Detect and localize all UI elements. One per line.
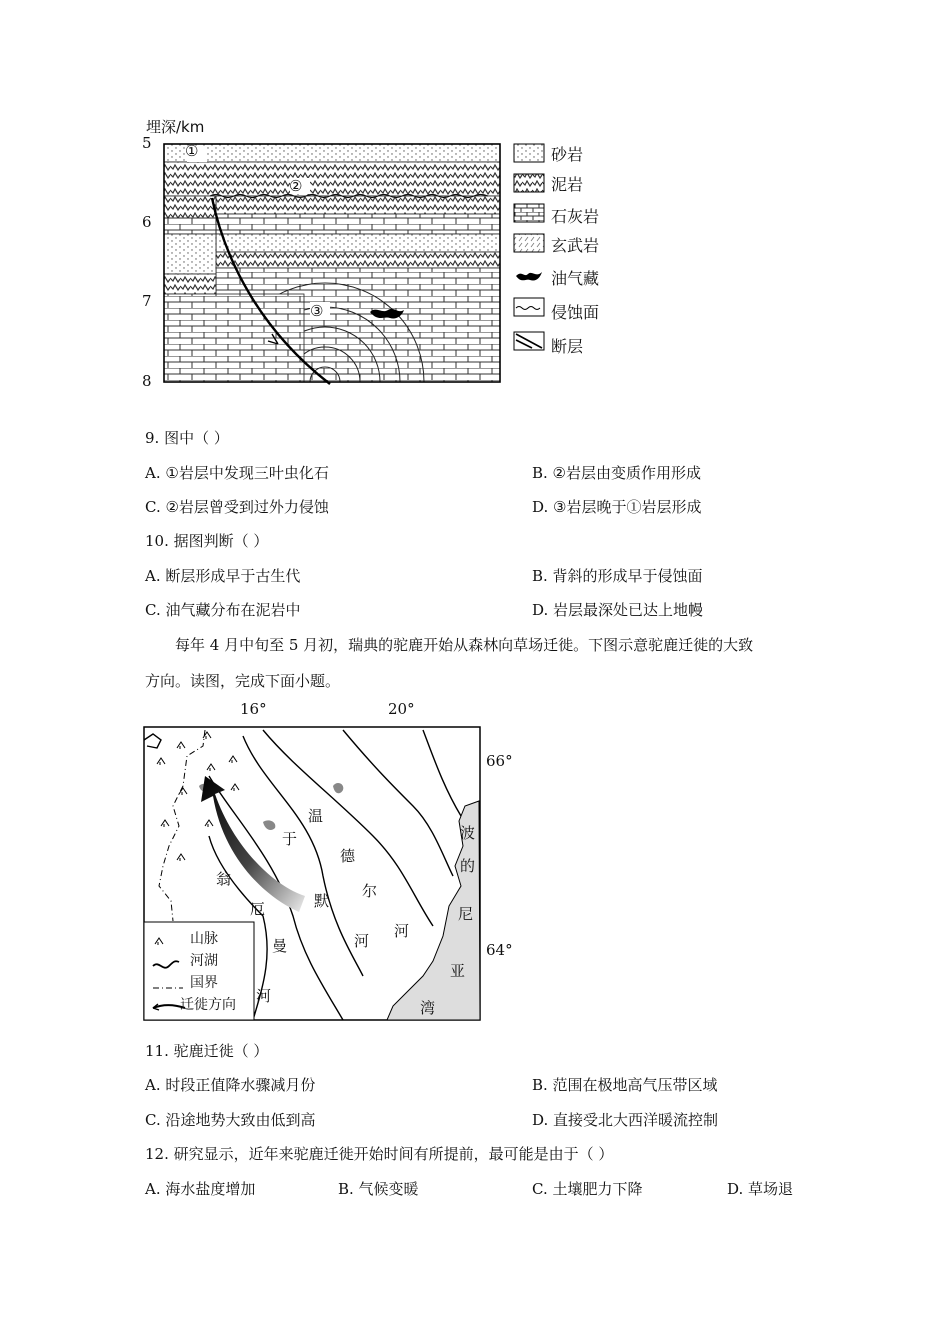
option: C. 土壤肥力下降 [532, 1180, 643, 1198]
map-label: 德 [340, 847, 356, 865]
option: B. 背斜的形成早于侵蚀面 [532, 567, 703, 585]
question-11-stem: 11. 驼鹿迁徙（ ） [145, 1042, 269, 1060]
legend-label: 河湖 [190, 953, 218, 969]
legend-label: 泥岩 [551, 175, 584, 194]
legend-label: 油气藏 [551, 269, 600, 288]
legend-label: 国界 [190, 975, 218, 991]
legend-label: 迁徙方向 [180, 997, 236, 1013]
map-label: 亚 [450, 962, 466, 980]
map-label: 厄 [250, 900, 266, 918]
passage-line: 每年 4 月中旬至 5 月初，瑞典的驼鹿开始从森林向草场迁徙。下图示意驼鹿迁徙的大致 [175, 636, 754, 654]
question-10-stem: 10. 据图判断（ ） [145, 532, 269, 550]
tick-label: 8 [142, 372, 152, 390]
map-label: 尼 [458, 905, 474, 923]
tick-label: 6 [142, 213, 152, 231]
map-label: 默 [314, 892, 330, 910]
option: C. 沿途地势大致由低到高 [145, 1111, 316, 1129]
option: C. 油气藏分布在泥岩中 [145, 601, 301, 619]
layer-label-3: ③ [310, 302, 324, 320]
map-label: 于 [282, 830, 298, 848]
option: A. 海水盐度增加 [145, 1180, 256, 1198]
legend-label: 砂岩 [551, 145, 584, 164]
option: A. 断层形成早于古生代 [145, 567, 301, 585]
option: B. ②岩层由变质作用形成 [532, 464, 702, 482]
map-label: 湾 [420, 999, 436, 1017]
map-label: 翁 [216, 870, 232, 888]
longitude-label: 20° [388, 700, 415, 718]
option: D. 草场退 [727, 1180, 794, 1198]
map-label: 温 [308, 807, 324, 825]
question-9-stem: 9. 图中（ ） [145, 429, 229, 447]
map-label: 曼 [272, 937, 288, 955]
option: A. 时段正值降水骤减月份 [145, 1076, 316, 1094]
legend-label: 侵蚀面 [551, 303, 600, 322]
layer-label-2: ② [289, 177, 303, 195]
map-label: 尔 [362, 882, 378, 900]
legend-label: 石灰岩 [551, 207, 600, 226]
option: A. ①岩层中发现三叶虫化石 [145, 464, 329, 482]
map-label: 波 [460, 824, 476, 842]
question-12-stem: 12. 研究显示，近年来驼鹿迁徙开始时间有所提前，最可能是由于（ ） [145, 1145, 614, 1163]
option: C. ②岩层曾受到过外力侵蚀 [145, 498, 329, 516]
section-diagram [150, 140, 510, 390]
option: D. 直接受北大西洋暖流控制 [532, 1111, 719, 1129]
map-label: 河 [394, 922, 410, 940]
option: D. 岩层最深处已达上地幔 [532, 601, 704, 619]
option: D. ③岩层晚于①岩层形成 [532, 498, 702, 516]
tick-label: 5 [142, 134, 152, 152]
legend-label: 断层 [551, 337, 584, 356]
passage-line: 方向。读图，完成下面小题。 [145, 672, 341, 690]
tick-label: 7 [142, 292, 152, 310]
legend-label: 山脉 [190, 931, 218, 947]
longitude-label: 16° [240, 700, 267, 718]
legend-label: 玄武岩 [551, 236, 600, 255]
layer-label-1: ① [185, 142, 199, 160]
legend-swatches [512, 140, 548, 360]
option: B. 气候变暖 [338, 1180, 419, 1198]
option: B. 范围在极地高气压带区域 [532, 1076, 718, 1094]
y-axis-label: 埋深/km [146, 118, 205, 136]
map-label: 河 [354, 932, 370, 950]
latitude-label: 66° [486, 752, 513, 770]
map-label: 的 [460, 857, 476, 875]
map-label: 河 [256, 987, 272, 1005]
latitude-label: 64° [486, 941, 513, 959]
